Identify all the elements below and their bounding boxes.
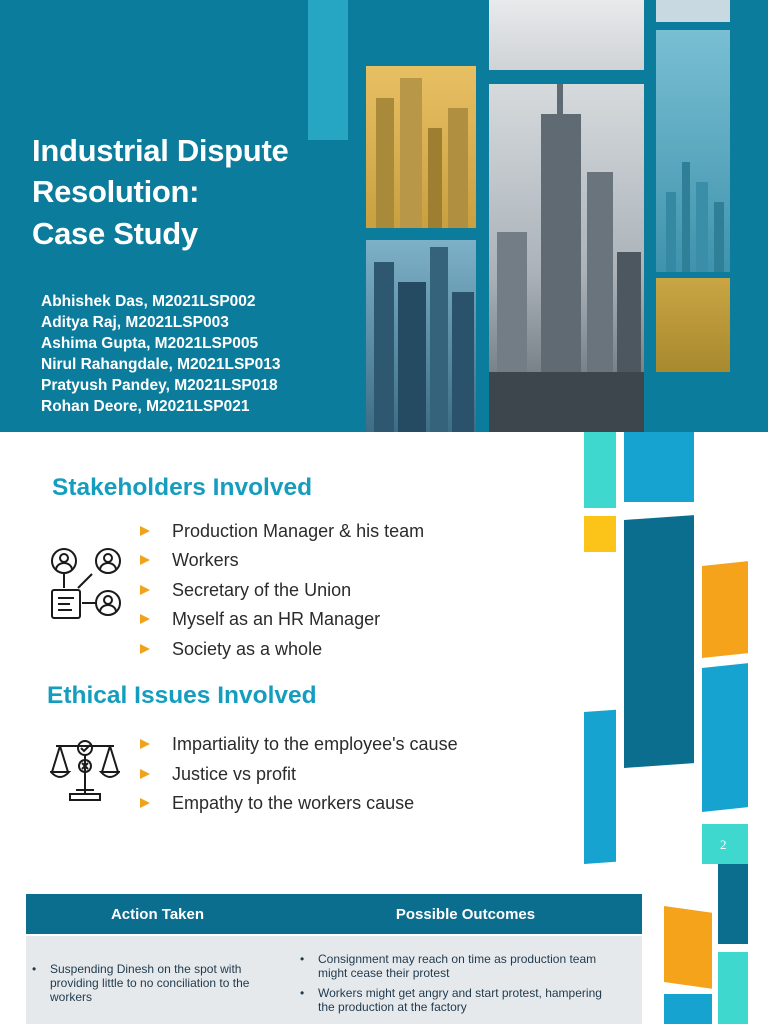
decor-panel [308,0,348,140]
author-5: Pratyush Pandey, M2021LSP018 [41,377,278,394]
page-number: 2 [720,837,727,852]
bullet-arrow-icon [140,798,150,808]
bullet-arrow-icon [140,644,150,654]
title-line-1: Industrial Dispute [32,133,289,168]
ethics-text: Impartiality to the employee's cause [172,733,458,754]
header-action-taken: Action Taken [110,905,205,923]
list-item [140,636,322,662]
bullet-arrow-icon [140,739,150,749]
decor-bar-blue-2 [624,515,694,768]
list-item [140,761,296,787]
city-photo-main [489,84,644,432]
stakeholders-heading: Stakeholders Involved [52,474,313,501]
bullet-arrow-icon [140,614,150,624]
title-line-2: Resolution: [32,174,200,209]
action-cell [32,962,284,1004]
author-3: Ashima Gupta, M2021LSP005 [41,335,259,352]
city-photo-blue-left [366,240,476,432]
decor-bar-blue-1 [624,432,694,502]
ethics-text: Justice vs profit [172,763,297,784]
bullet-arrow-icon [140,526,150,536]
content-slide [0,432,768,864]
list-item [140,577,351,603]
header-possible-outcomes: Possible Outcomes [395,905,536,923]
city-photo-cyan-right [656,30,730,272]
decor-bar-cyan-4 [718,952,748,1024]
city-photo-yellow-right [656,278,730,372]
decor-bar-orange-1 [702,561,748,658]
author-2: Aditya Raj, M2021LSP003 [41,314,229,331]
list-item [140,790,414,816]
ethics-heading: Ethical Issues Involved [47,682,317,709]
bullet-dot-icon: • [32,962,37,976]
outcome-text: Workers might get angry and start protest, hampering the production at the factory [318,986,602,1014]
title-slide [0,0,768,432]
author-4: Nirul Rahangdale, M2021LSP013 [41,356,281,373]
stakeholder-text: Workers [172,549,239,570]
action-text: Suspending Dinesh on the spot with providing little to no conciliation to the workers [50,962,250,1004]
city-photo-yellow [366,66,476,228]
decor-bar-blue-4 [718,864,748,944]
list-item [140,731,458,757]
justice-scale-icon [50,734,120,804]
decor-bar-yellow-1 [584,516,616,552]
people-network-icon [48,546,124,620]
title-line-3: Case Study [32,216,198,251]
bullet-arrow-icon [140,769,150,779]
city-photo-top-right [656,0,730,22]
decor-bar-blue-5 [664,994,712,1024]
list-item [140,547,239,573]
outcome-item [300,952,618,980]
decor-bar-orange-2 [664,906,712,989]
outcome-text: Consignment may reach on time as production team might cease their protest [318,952,597,980]
stakeholder-text: Secretary of the Union [172,579,352,600]
list-item [140,518,424,544]
bullet-dot-icon: • [300,986,305,1000]
list-item [140,606,380,632]
stakeholder-text: Myself as an HR Manager [172,608,381,629]
city-photo-sky [489,0,644,70]
bullet-arrow-icon [140,585,150,595]
table-slide [0,864,768,1024]
bullet-dot-icon: • [300,952,305,966]
decor-bar-blue-3 [702,663,748,812]
bullet-arrow-icon [140,555,150,565]
author-6: Rohan Deore, M2021LSP021 [41,398,250,415]
stakeholder-text: Production Manager & his team [172,520,425,541]
author-1: Abhishek Das, M2021LSP002 [41,293,256,310]
ethics-text: Empathy to the workers cause [172,792,415,813]
decor-bar-cyan-2 [584,710,616,864]
stakeholder-text: Society as a whole [172,638,323,659]
decor-bar-cyan-1 [584,432,616,508]
outcome-item [300,986,618,1014]
